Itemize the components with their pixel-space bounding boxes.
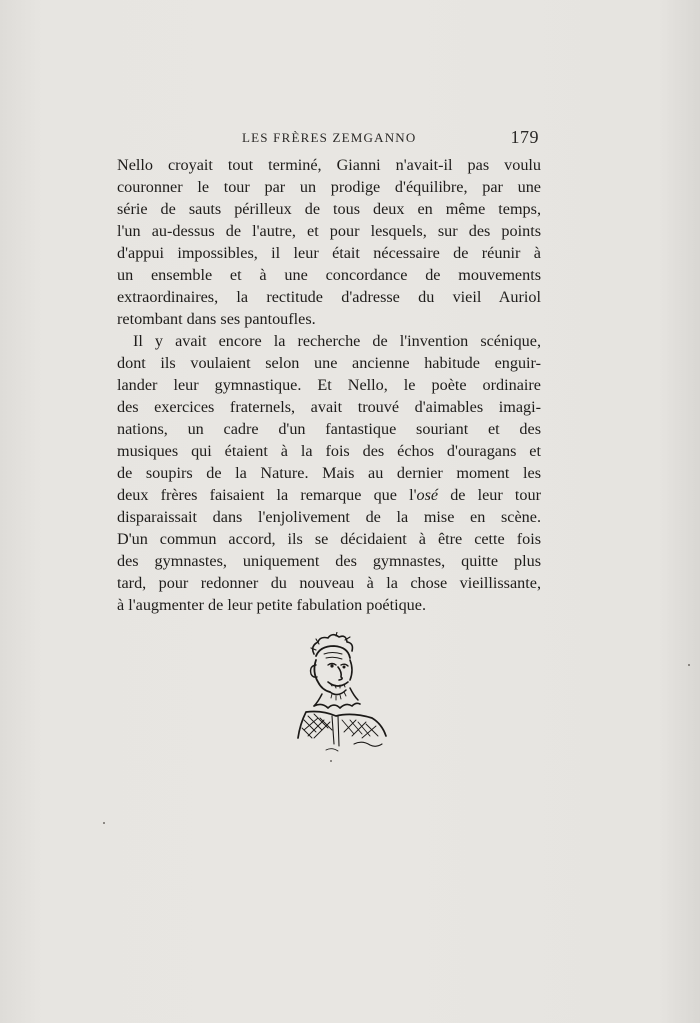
text-line: Il y avait encore la recherche de l'invention scénique, [133,332,541,350]
text-line: Nello croyait tout terminé, Gianni n'avait-il pas voulu [117,156,541,174]
running-header [117,128,541,152]
text-line: à l'augmenter de leur petite fabulation poétique. [117,596,427,614]
text-fragment: de leur tour [438,486,541,504]
text-line: retombant dans ses pantoufles. [117,310,316,328]
italic-word: osé [416,486,439,504]
paper-speck [103,822,105,824]
text-line: D'un commun accord, ils se décidaient à être cette fois [117,530,541,548]
text-line: de soupirs de la Nature. Mais au dernier moment les [117,464,541,482]
text-line: l'un au-dessus de l'autre, et pour lesquels, sur des points [117,222,541,240]
body-text [117,154,541,616]
text-line: des gymnastes, uniquement des gymnastes, quitte plus [117,552,541,570]
paper-speck [330,760,332,762]
text-line: musiques qui étaient à la fois des échos d'ouragans et [117,442,541,460]
text-line: nations, un cadre d'un fantastique souriant et des [117,420,541,438]
text-line: disparaissait dans l'enjolivement de la mise en scène. [117,508,541,526]
clown-head-vignette-icon [292,632,392,760]
text-line: dont ils voulaient selon une ancienne habitude enguir- [117,354,541,372]
page-number: 179 [510,127,539,147]
text-line: extraordinaires, la rectitude d'adresse du vieil Auriol [117,288,541,306]
text-line: série de sauts périlleux de tous deux en même temps, [117,200,541,218]
text-line: un ensemble et à une concordance de mouvements [117,266,541,284]
text-line: lander leur gymnastique. Et Nello, le poète ordinaire [117,376,541,394]
text-line: des exercices fraternels, avait trouvé d'aimables imagi- [117,398,541,416]
paper-speck [688,664,690,666]
text-line: tard, pour redonner du nouveau à la chose vieillissante, [117,574,541,592]
text-line: couronner le tour par un prodige d'équilibre, par une [117,178,541,196]
text-fragment: deux frères faisaient la remarque que l' [117,486,417,504]
text-line: d'appui impossibles, il leur était nécessaire de réunir à [117,244,541,262]
text-line [117,484,541,506]
running-title: LES FRÈRES ZEMGANNO [242,130,417,145]
